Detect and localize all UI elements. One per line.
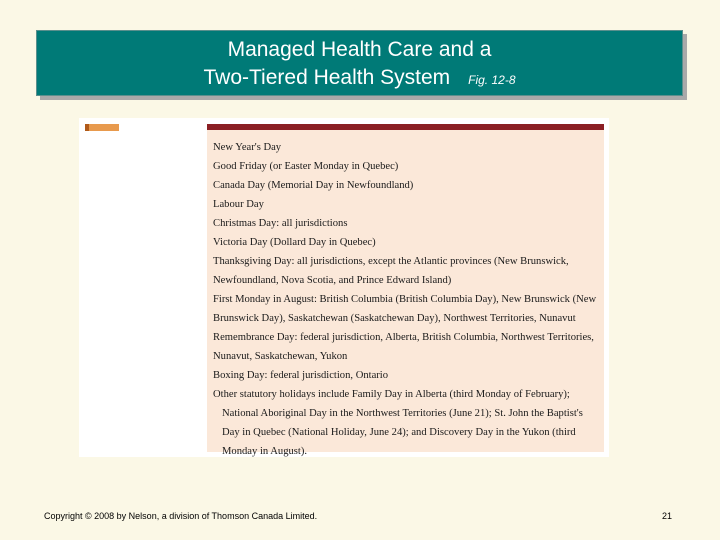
holiday-list [213, 138, 601, 461]
scanned-figure-panel [79, 118, 609, 457]
holiday-item: Canada Day (Memorial Day in Newfoundland) [213, 180, 414, 191]
holiday-item: Other statutory holidays include Family Day in Alberta (third Monday of February); National Aboriginal Day in the Northwest Territories (June 21); St. John the Baptist's Day in Quebec (National Holiday, June 24); and Discovery Day in the Yukon (third Monday in August). [213, 389, 583, 457]
holiday-item: First Monday in August: British Columbia (British Columbia Day), New Brunswick (New Brunswick Day), Saskatchewan (Saskatchewan Day), Northwest Territories, Nunavut [213, 294, 597, 324]
holiday-item: Thanksgiving Day: all jurisdictions, except the Atlantic provinces (New Brunswick, Newfoundland, Nova Scotia, and Prince Edward Island) [213, 256, 569, 286]
holiday-item: Labour Day [213, 199, 264, 210]
figure-label: Fig. 12-8 [468, 73, 516, 87]
holiday-item: New Year's Day [213, 142, 282, 153]
holiday-item: Victoria Day (Dollard Day in Quebec) [213, 237, 376, 248]
holiday-item: Remembrance Day: federal jurisdiction, Alberta, British Columbia, Northwest Territories, Nunavut, Saskatchewan, Yukon [213, 332, 594, 362]
holiday-item: Good Friday (or Easter Monday in Quebec) [213, 161, 399, 172]
holiday-table [207, 124, 604, 457]
slide-title-line1: Managed Health Care and a [227, 38, 492, 61]
holiday-item: Boxing Day: federal jurisdiction, Ontario [213, 370, 389, 381]
table-header-bar [207, 124, 604, 130]
page-number: 21 [662, 511, 673, 521]
holiday-item: Christmas Day: all jurisdictions [213, 218, 348, 229]
slide-title-line2-text: Two-Tiered Health System [203, 66, 451, 89]
slide-title-line2 [37, 66, 682, 92]
orange-marker-decoration [85, 124, 119, 131]
footer-copyright: Copyright © 2008 by Nelson, a division of Thomson Canada Limited. [44, 511, 318, 521]
slide-title-box [36, 30, 683, 96]
